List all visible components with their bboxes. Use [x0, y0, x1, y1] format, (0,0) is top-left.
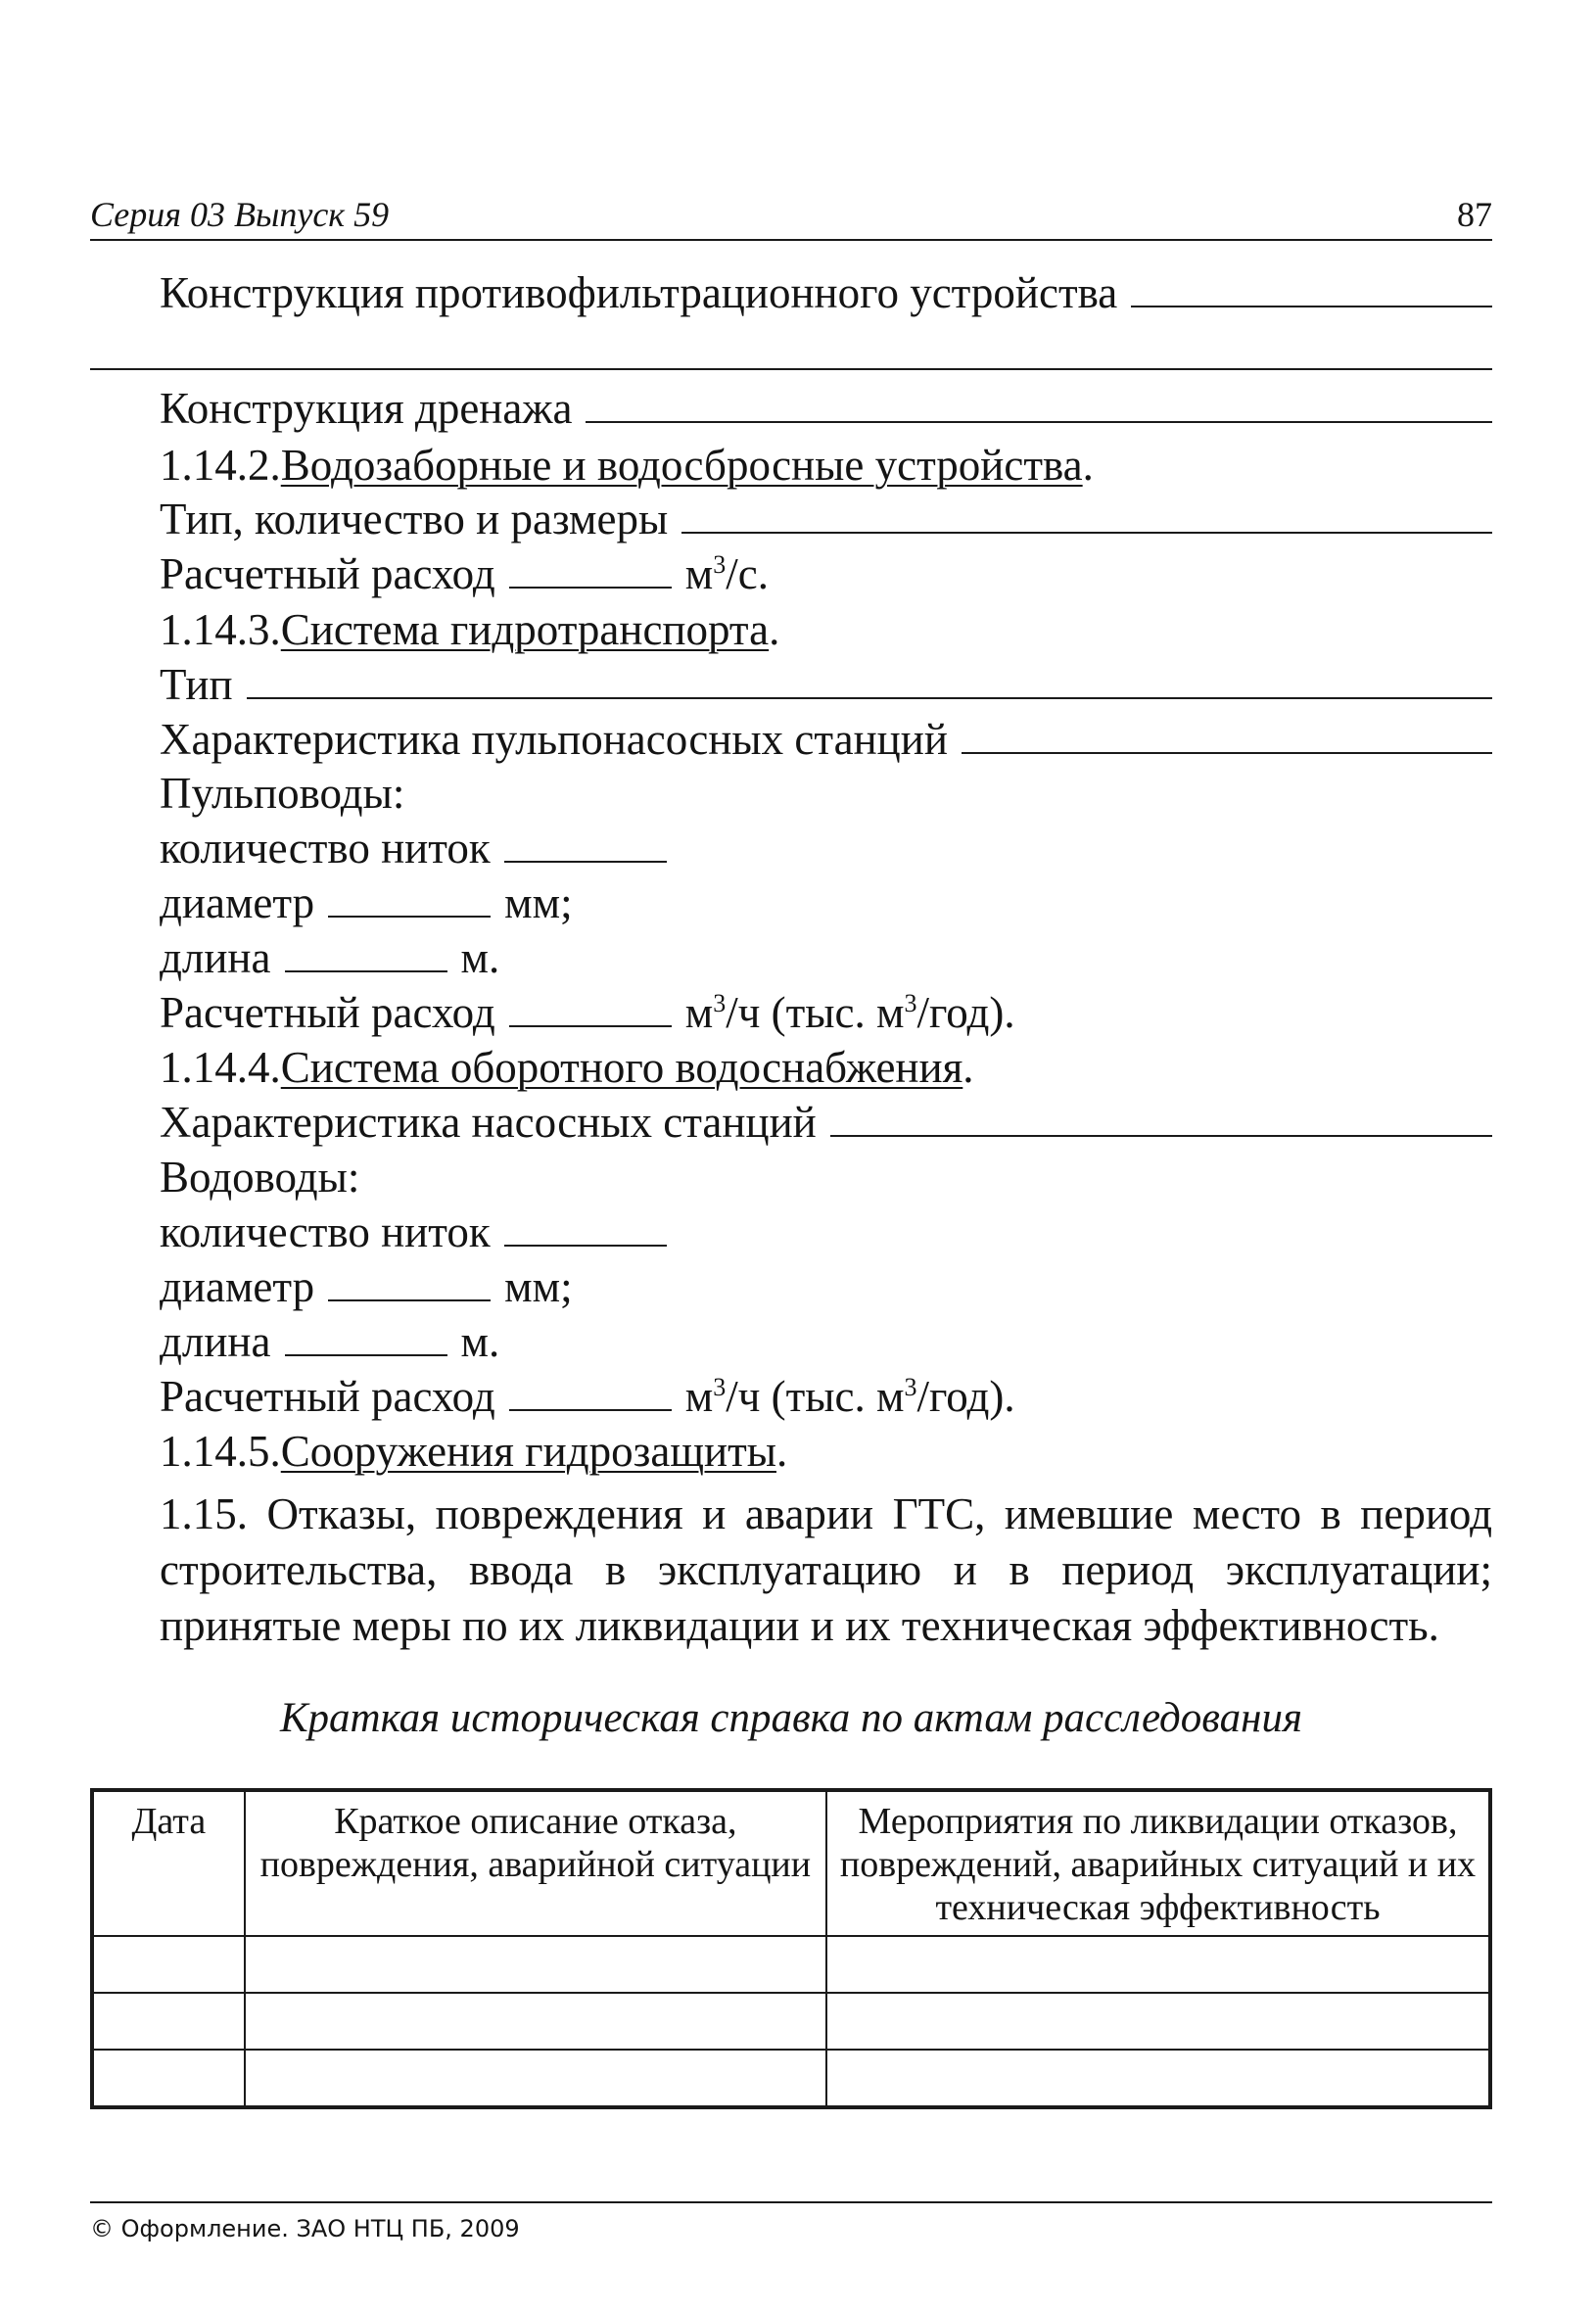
footer-copyright: © Оформление. ЗАО НТЦ ПБ, 2009	[90, 2215, 520, 2242]
table-cell[interactable]	[92, 1993, 245, 2050]
blank-antifiltration-continued[interactable]	[90, 368, 1492, 370]
blank-pulp-pump-stations[interactable]	[962, 751, 1492, 754]
line-length-2	[160, 1309, 1492, 1364]
unit-sup: 3	[713, 989, 727, 1017]
section-1-14-5	[160, 1419, 1492, 1474]
blank-design-flow-1[interactable]	[509, 586, 672, 589]
blank-length-1[interactable]	[285, 969, 447, 972]
blank-pump-stations[interactable]	[830, 1134, 1492, 1137]
punct: .	[1082, 441, 1094, 490]
section-title: Водозаборные и водосбросные устройства	[280, 441, 1083, 490]
punct: .	[775, 1427, 788, 1476]
unit-m3h	[684, 1372, 1015, 1421]
punct: .	[962, 1043, 974, 1092]
blank-length-2[interactable]	[285, 1353, 447, 1356]
history-table	[90, 1788, 1492, 2109]
line-diameter-1	[160, 871, 1492, 925]
unit-m: м.	[460, 933, 500, 982]
label-type: Тип	[160, 660, 233, 709]
section-1-14-4	[160, 1035, 1492, 1090]
label-diameter: диаметр	[160, 878, 315, 927]
blank-diameter-2[interactable]	[328, 1298, 491, 1301]
section-1-14-3	[160, 597, 1492, 652]
label-pulp-pump-stations: Характеристика пульпонасосных станций	[160, 715, 948, 764]
unit-m3s	[684, 549, 769, 598]
label-design-flow: Расчетный расход	[160, 549, 495, 598]
line-thread-count-1	[160, 816, 1492, 871]
label-antifiltration: Конструкция противофильтрационного устройства	[160, 268, 1118, 317]
line-design-flow-3	[160, 1364, 1492, 1419]
blank-design-flow-3[interactable]	[509, 1408, 672, 1411]
line-type-count-size	[160, 487, 1492, 542]
label-type-count-size: Тип, количество и размеры	[160, 495, 669, 543]
label-drainage: Конструкция дренажа	[160, 384, 573, 433]
label-length: длина	[160, 1317, 271, 1366]
footer-rule	[90, 2201, 1492, 2203]
blank-drainage[interactable]	[586, 420, 1492, 423]
page-header	[90, 192, 1492, 241]
section-number: 1.14.2.	[160, 441, 281, 490]
label-diameter: диаметр	[160, 1262, 315, 1311]
line-length-1	[160, 925, 1492, 980]
unit-m: м.	[460, 1317, 500, 1366]
label-length: длина	[160, 933, 271, 982]
table-header-row	[92, 1790, 1490, 1936]
line-drainage	[160, 376, 1492, 431]
line-pulp-pump-stations	[160, 707, 1492, 762]
section-title: Система оборотного водоснабжения	[280, 1043, 963, 1092]
unit-sup: 3	[904, 1373, 917, 1401]
section-title: Система гидротранспорта	[280, 605, 770, 654]
line-thread-count-2	[160, 1200, 1492, 1254]
line-design-flow-1	[160, 542, 1492, 596]
blank-type[interactable]	[247, 696, 1492, 699]
section-number: 1.14.5.	[160, 1427, 281, 1476]
unit-part: /год).	[916, 1372, 1015, 1421]
series-label: Серия 03 Выпуск 59	[90, 195, 390, 234]
line-diameter-2	[160, 1254, 1492, 1309]
col-measures-header: Мероприятия по ликвидации отказов, повреждений, аварийных ситуаций и их техническая эффективность	[826, 1790, 1490, 1936]
line-antifiltration	[160, 260, 1492, 315]
table-cell[interactable]	[245, 1993, 826, 2050]
label-water-pipelines: Водоводы:	[160, 1153, 360, 1202]
table-cell[interactable]	[92, 1936, 245, 1993]
unit-sup: 3	[713, 1373, 727, 1401]
unit-part: /ч (тыс. м	[726, 988, 905, 1037]
label-pump-stations: Характеристика насосных станций	[160, 1098, 817, 1147]
punct: .	[769, 605, 780, 654]
line-design-flow-2	[160, 980, 1492, 1035]
blank-diameter-1[interactable]	[328, 915, 491, 918]
unit-part: /ч (тыс. м	[726, 1372, 905, 1421]
line-pulp-pipelines	[160, 761, 1492, 816]
label-thread-count: количество ниток	[160, 824, 491, 873]
label-thread-count: количество ниток	[160, 1207, 491, 1256]
label-design-flow: Расчетный расход	[160, 988, 495, 1037]
unit-part: м	[684, 988, 714, 1037]
unit-part: /с.	[726, 549, 769, 598]
table-cell[interactable]	[245, 2050, 826, 2107]
unit-part: м	[684, 1372, 714, 1421]
blank-antifiltration[interactable]	[1131, 305, 1492, 307]
blank-thread-count-1[interactable]	[504, 860, 667, 863]
section-number: 1.14.4.	[160, 1043, 281, 1092]
blank-thread-count-2[interactable]	[504, 1244, 667, 1247]
paragraph-text: 1.15. Отказы, повреждения и аварии ГТС, имевшие место в период строительства, ввода в эксплуатацию и в период эксплуатации; принятые меры по их ликвидации и их техническая эффективность.	[160, 1489, 1492, 1650]
section-1-14-2	[160, 433, 1492, 488]
unit-m3h	[684, 988, 1015, 1037]
page-number: 87	[1457, 195, 1492, 234]
line-pump-stations	[160, 1090, 1492, 1145]
table-cell[interactable]	[826, 1936, 1490, 1993]
col-date-header: Дата	[92, 1790, 245, 1936]
table-cell[interactable]	[92, 2050, 245, 2107]
table-row	[92, 1936, 1490, 1993]
table-cell[interactable]	[826, 1993, 1490, 2050]
section-title: Сооружения гидрозащиты	[280, 1427, 776, 1476]
label-pulp-pipelines: Пульповоды:	[160, 769, 405, 818]
table-caption: Краткая историческая справка по актам расследования	[280, 1695, 1302, 1741]
line-type	[160, 652, 1492, 707]
table-cell[interactable]	[245, 1936, 826, 1993]
unit-sup: 3	[713, 550, 727, 579]
blank-design-flow-2[interactable]	[509, 1024, 672, 1027]
unit-mm: мм;	[504, 1262, 573, 1311]
table-row	[92, 2050, 1490, 2107]
unit-part: /год).	[916, 988, 1015, 1037]
unit-part: м	[684, 549, 714, 598]
col-description-header: Краткое описание отказа, повреждения, аварийной ситуации	[245, 1790, 826, 1936]
unit-mm: мм;	[504, 878, 573, 927]
label-design-flow: Расчетный расход	[160, 1372, 495, 1421]
blank-type-count-size[interactable]	[681, 531, 1492, 534]
table-cell[interactable]	[826, 2050, 1490, 2107]
line-water-pipelines	[160, 1145, 1492, 1200]
section-number: 1.14.3.	[160, 605, 281, 654]
unit-sup: 3	[904, 989, 917, 1017]
table-row	[92, 1993, 1490, 2050]
paragraph-1-15	[90, 1486, 1492, 1654]
